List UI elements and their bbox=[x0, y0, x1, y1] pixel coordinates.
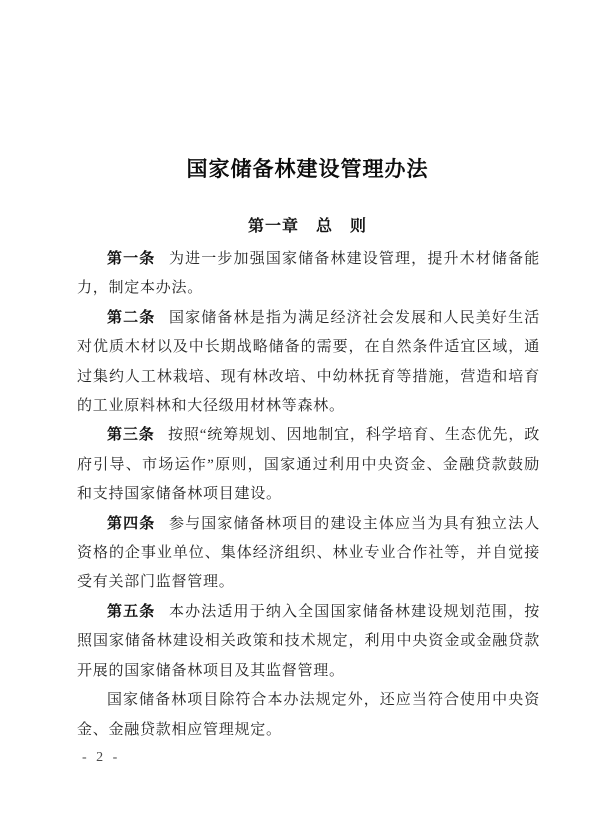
document-body bbox=[0, 245, 615, 745]
paragraph bbox=[77, 686, 540, 745]
paragraph bbox=[77, 510, 540, 598]
paragraph bbox=[77, 304, 540, 422]
article-text: 参与国家储备林项目的建设主体应当为具有独立法人资格的企事业单位、集体经济组织、林业专业合作社等，并自觉接受有关部门监督管理。 bbox=[77, 515, 540, 591]
article-label: 第四条 bbox=[107, 515, 156, 532]
document-title: 国家储备林建设管理办法 bbox=[186, 157, 429, 181]
article-label: 第五条 bbox=[107, 603, 156, 620]
article-label: 第二条 bbox=[107, 309, 156, 326]
article-text: 国家储备林是指为满足经济社会发展和人民美好生活对优质木材以及中长期战略储备的需要，在自然条件适宜区域，通过集约人工林栽培、现有林改培、中幼林抚育等措施，营造和培育的工业原料林和大径级用材林等森林。 bbox=[77, 309, 540, 415]
article-label: 第三条 bbox=[107, 427, 155, 444]
paragraph bbox=[77, 245, 540, 304]
chapter-heading: 第一章 总 则 bbox=[247, 218, 367, 235]
article-text: 本办法适用于纳入全国国家储备林建设规划范围，按照国家储备林建设相关政策和技术规定，利用中央资金或金融贷款开展的国家储备林项目及其监督管理。 bbox=[77, 603, 540, 679]
article-label: 第一条 bbox=[107, 251, 156, 267]
paragraph bbox=[77, 421, 540, 509]
paragraph bbox=[77, 598, 540, 686]
article-text: 为进一步加强国家储备林建设管理，提升木材储备能力，制定本办法。 bbox=[77, 251, 540, 297]
article-text: 国家储备林项目除符合本办法规定外，还应当符合使用中央资金、金融贷款相应管理规定。 bbox=[77, 692, 540, 738]
article-text: 按照“统筹规划、因地制宜，科学培育、生态优先，政府引导、市场运作”原则，国家通过利用中央资金、金融贷款鼓励和支持国家储备林项目建设。 bbox=[77, 427, 540, 503]
page-number: - 2 - bbox=[82, 750, 121, 765]
